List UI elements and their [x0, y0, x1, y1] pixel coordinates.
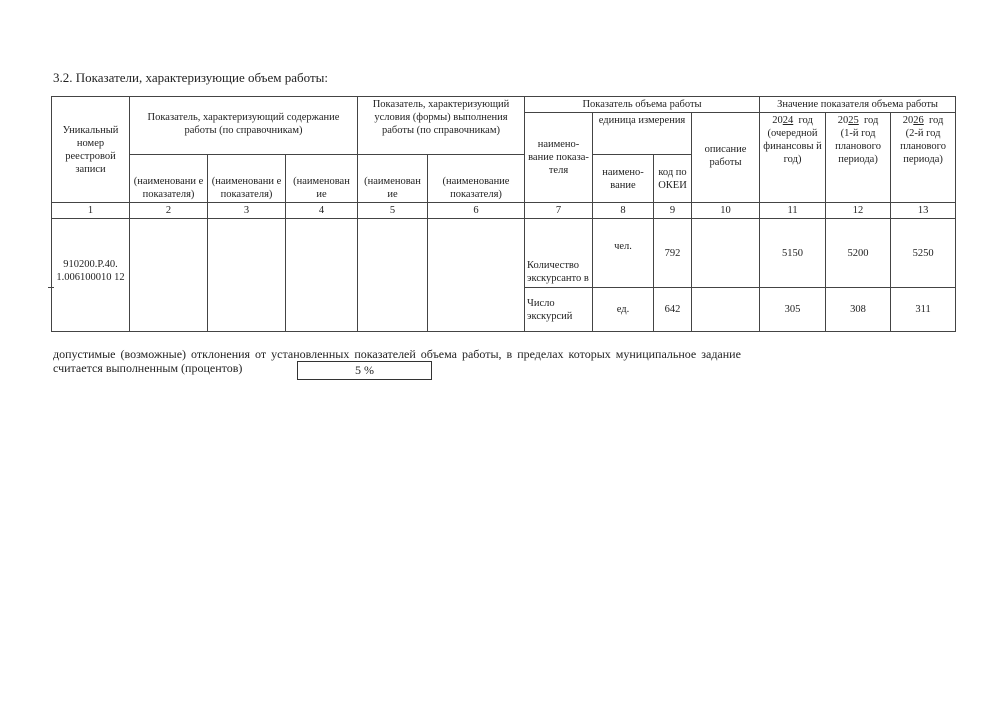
col-num: 6: [428, 203, 525, 219]
row-description: [692, 219, 760, 288]
empty-cell: [286, 219, 358, 332]
year1-prefix: 20: [772, 115, 783, 126]
header-year1: [760, 113, 826, 203]
header-sub-6: (наименование показателя): [428, 155, 525, 203]
header-sub-3: (наименовани е показателя): [208, 155, 286, 203]
table-row: [52, 219, 956, 288]
row-okei: 642: [654, 288, 692, 332]
year3-value: 26: [913, 115, 924, 126]
col-num: 8: [593, 203, 654, 219]
year1-suffix: год: [798, 115, 813, 126]
year2-desc: (1-й год планового периода): [835, 128, 881, 165]
empty-cell: [358, 219, 428, 332]
header-volume-indicator: Показатель объема работы: [525, 97, 760, 113]
year3-prefix: 20: [902, 115, 914, 126]
year2-value: 25: [848, 115, 859, 126]
row-indicator-name: Количество экскурсанто в: [525, 219, 593, 288]
row-okei: 792: [654, 219, 692, 288]
empty-cell: [208, 219, 286, 332]
header-unit: единица измерения: [593, 113, 692, 155]
col-num: 5: [358, 203, 428, 219]
header-content-indicator: Показатель, характеризующий содержание работы (по справочникам): [130, 97, 358, 155]
col-num: 9: [654, 203, 692, 219]
header-sub-5: (наименован ие: [358, 155, 428, 203]
row-year1: 305: [760, 288, 826, 332]
work-volume-table: [51, 96, 956, 332]
header-unit-name: наимено-вание: [593, 155, 654, 203]
col-num: 1: [52, 203, 130, 219]
header-year3: [891, 113, 956, 203]
year2-suffix: год: [864, 115, 879, 126]
col-num: 3: [208, 203, 286, 219]
empty-cell: [130, 219, 208, 332]
col-num: 4: [286, 203, 358, 219]
header-volume-value: Значение показателя объема работы: [760, 97, 956, 113]
header-work-description: описание работы: [692, 113, 760, 203]
header-sub-4: (наименован ие: [286, 155, 358, 203]
margin-tick: [48, 287, 54, 288]
year1-value: 24: [782, 115, 794, 126]
header-registry: Уникальный номер реестровой записи: [52, 97, 130, 203]
header-okei-code: код по ОКЕИ: [654, 155, 692, 203]
section-heading: 3.2. Показатели, характеризующие объем работы:: [53, 70, 328, 85]
col-num: 7: [525, 203, 593, 219]
row-year3: 311: [891, 288, 956, 332]
header-indicator-name: наимено-вание показа-теля: [525, 113, 593, 203]
deviation-note: [53, 347, 913, 375]
year3-suffix: год: [929, 115, 944, 126]
row-unit: чел.: [593, 219, 654, 288]
col-num: 12: [826, 203, 891, 219]
registry-number: 910200.Р.40. 1.006100010 12: [52, 219, 130, 332]
deviation-percent-field[interactable]: 5 %: [297, 361, 432, 380]
header-year2: [826, 113, 891, 203]
row-year2: 5200: [826, 219, 891, 288]
col-num: 2: [130, 203, 208, 219]
header-sub-2: (наименовани е показателя): [130, 155, 208, 203]
deviation-line-1: допустимые (возможные) отклонения от установленных показателей объема работы, в пределах которых муниципальное задание: [53, 347, 741, 361]
year2-prefix: 20: [837, 115, 849, 126]
row-unit: ед.: [593, 288, 654, 332]
row-year1: 5150: [760, 219, 826, 288]
column-number-row: [52, 203, 956, 219]
col-num: 11: [760, 203, 826, 219]
row-year2: 308: [826, 288, 891, 332]
row-description: [692, 288, 760, 332]
col-num: 10: [692, 203, 760, 219]
row-indicator-name: Число экскурсий: [525, 288, 593, 332]
row-year3: 5250: [891, 219, 956, 288]
year1-desc: (очередной финансовы й год): [763, 128, 822, 165]
deviation-line-2: считается выполненным (процентов): [53, 361, 243, 375]
year3-desc: (2-й год планового периода): [900, 128, 946, 165]
col-num: 13: [891, 203, 956, 219]
empty-cell: [428, 219, 525, 332]
header-condition-indicator: Показатель, характеризующий условия (формы) выполнения работы (по справочникам): [358, 97, 525, 155]
